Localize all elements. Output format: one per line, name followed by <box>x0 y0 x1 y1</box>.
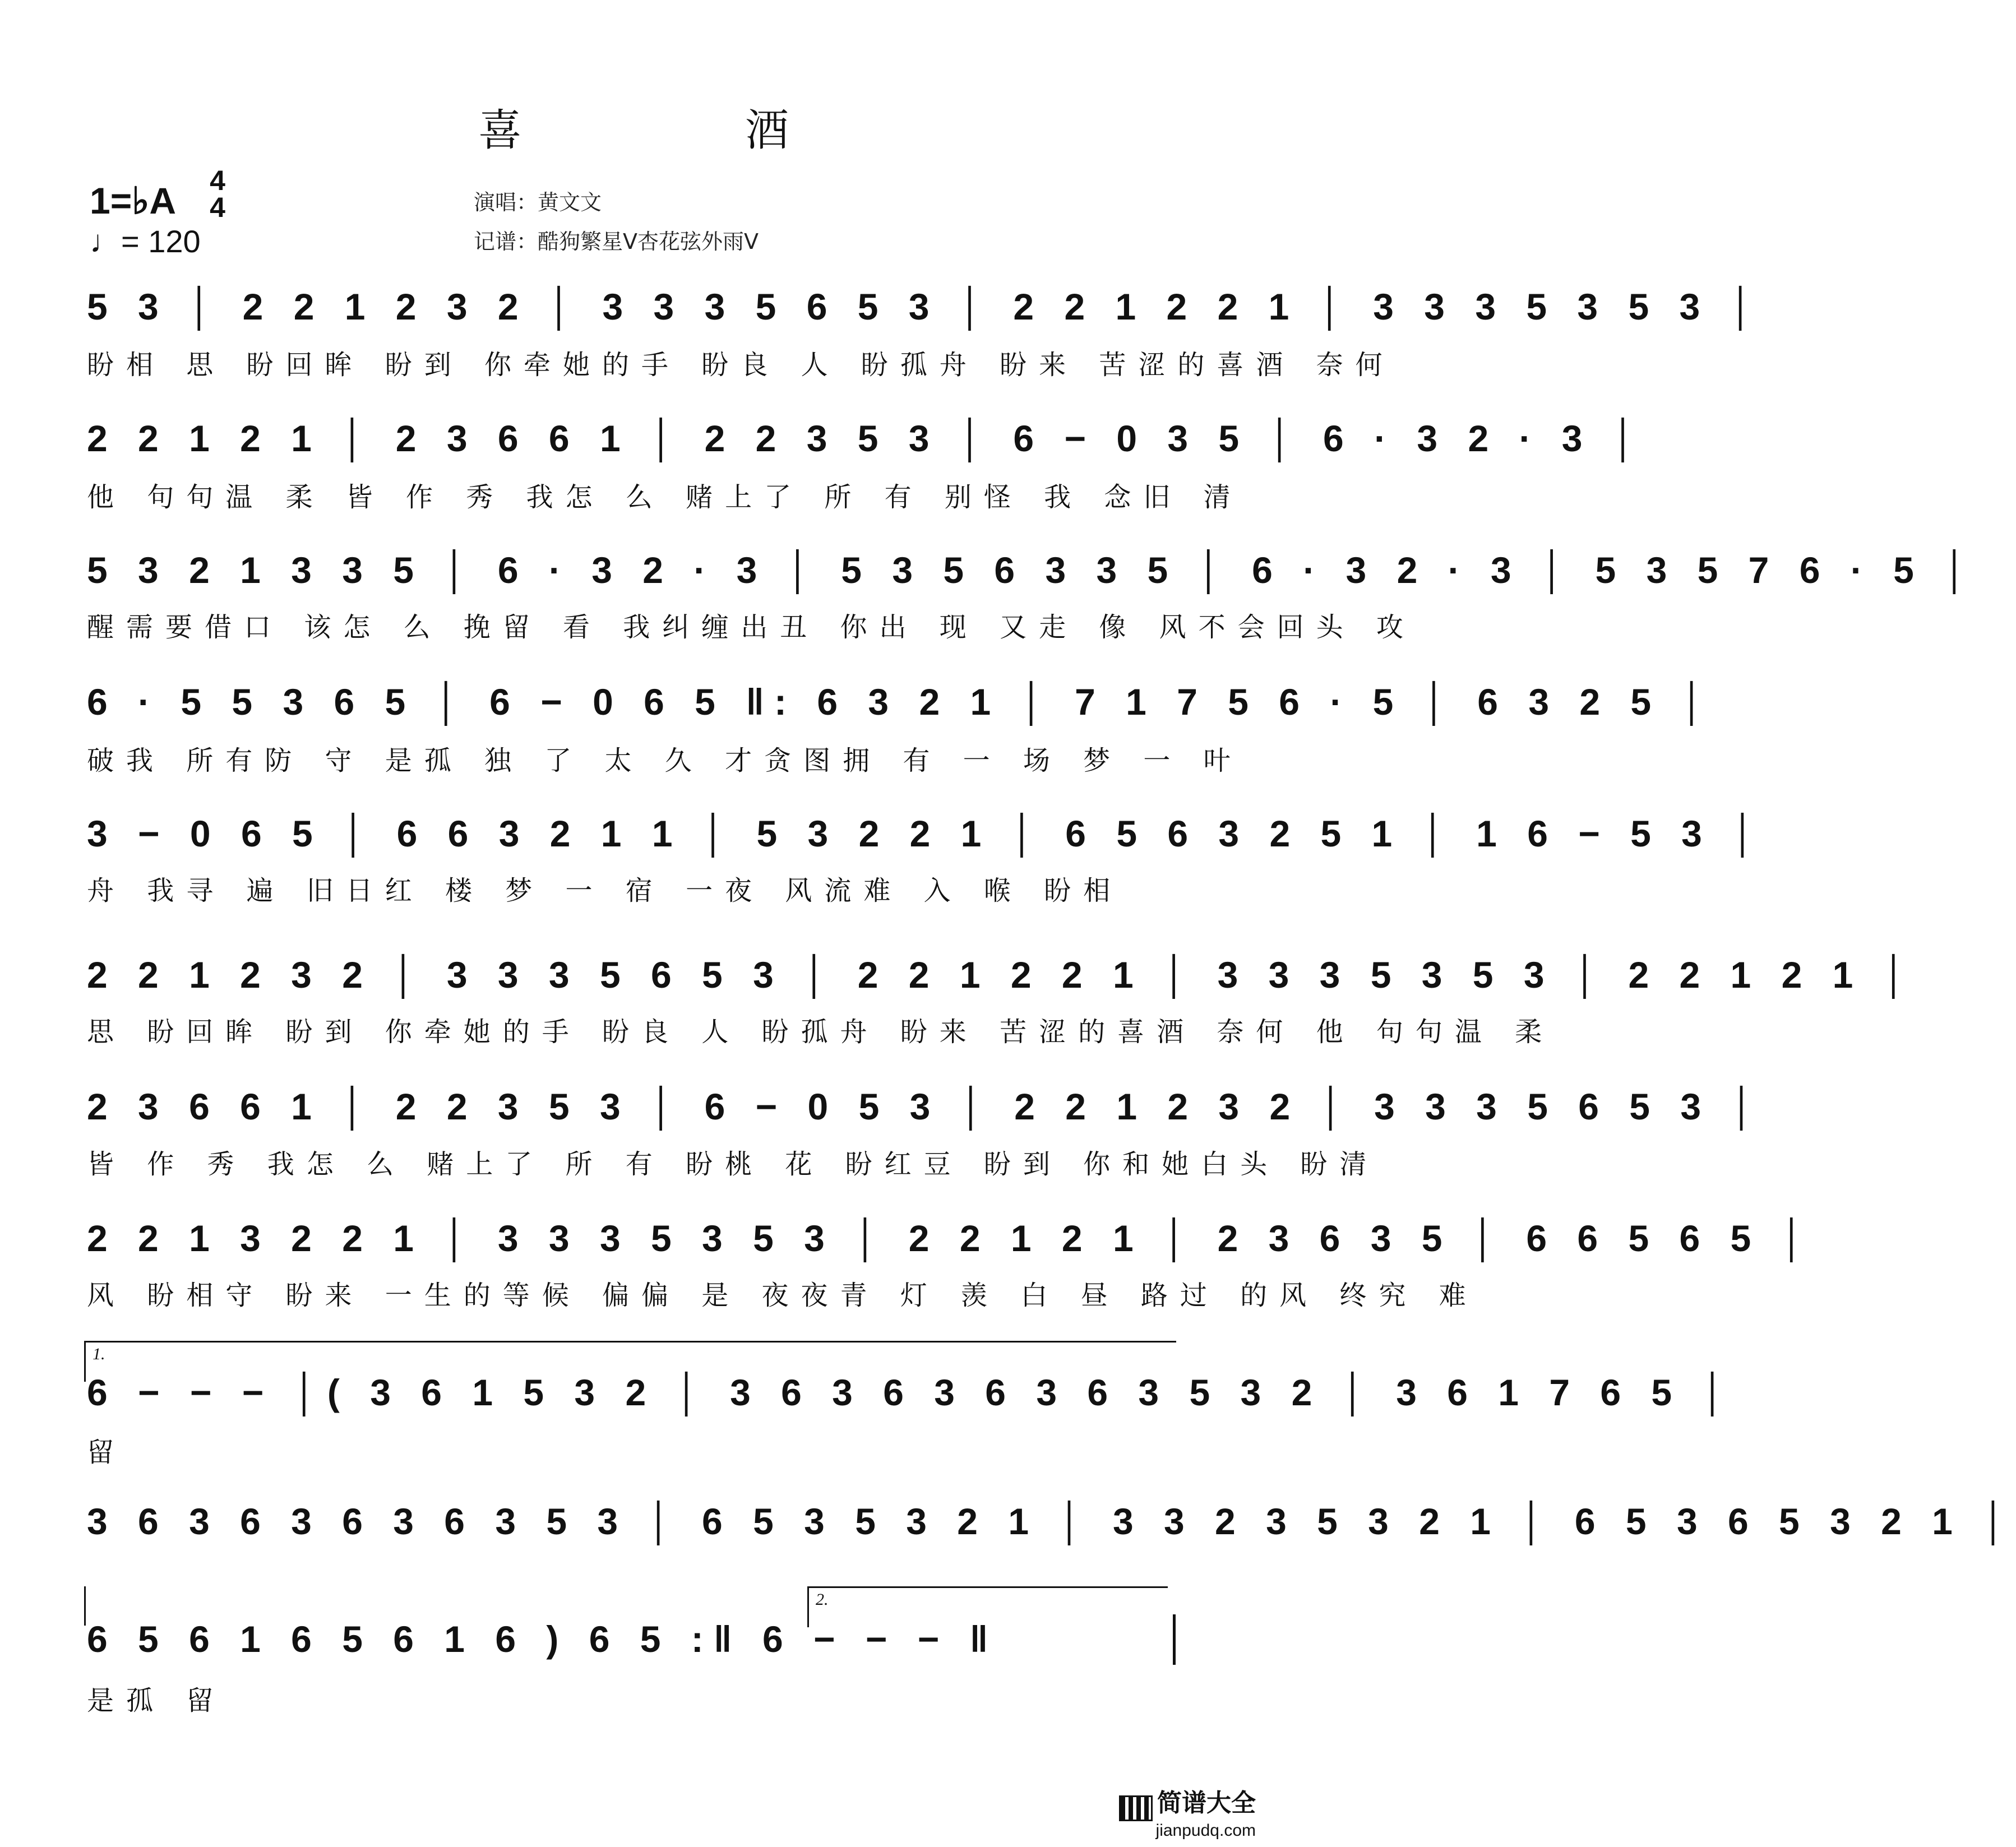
final-barline <box>1173 1614 1176 1665</box>
staff-11-notes: 6 5 6 1 6 5 6 1 6 ) 6 5 :‖ 6 − − − ‖ <box>87 1618 998 1660</box>
time-signature <box>203 167 232 221</box>
staff-3-lyrics: 醒需要借口 该怎 么 挽留 看 我纠缠出丑 你出 现 又走 像 风不会回头 攻 <box>87 612 1416 643</box>
staff-5-lyrics: 舟 我寻 遍 旧日红 楼 梦 一 宿 一夜 风流难 入 喉 盼相 <box>87 875 1123 906</box>
staff-8-lyrics: 风 盼相守 盼来 一生的等候 偏偏 是 夜夜青 灯 羡 白 昼 路过 的风 终究 难 <box>87 1280 1478 1311</box>
staff-11-lyrics: 是孤 留 <box>87 1685 226 1716</box>
site-logo <box>1119 1783 1256 1841</box>
staff-6-notes: 2 2 1 2 3 2 │ 3 3 3 5 6 5 3 │ 2 2 1 2 2 1 │ 3 3 3 5 3 5 3 │ 2 2 1 2 1 │ <box>87 954 1917 996</box>
staff-10-notes: 3 6 3 6 3 6 3 6 3 5 3 │ 6 5 3 5 3 2 1 │ 3 3 2 3 5 3 2 1 │ 6 5 3 6 5 3 2 1 │ <box>87 1501 2016 1542</box>
singer-credit: 演唱：黄文文 <box>474 190 602 215</box>
staff-9-notes: 6 − − − │( 3 6 1 5 3 2 │ 3 6 3 6 3 6 3 6 3 5 3 2 │ 3 6 1 7 6 5 │ <box>87 1372 1736 1413</box>
song-title: 喜 酒 <box>478 105 878 156</box>
staff-2-lyrics: 他 句句温 柔 皆 作 秀 我怎 么 赌上了 所 有 别怪 我 念旧 清 <box>87 482 1243 513</box>
staff-7-lyrics: 皆 作 秀 我怎 么 赌上了 所 有 盼桃 花 盼红豆 盼到 你和她白头 盼清 <box>87 1149 1379 1180</box>
logo-url: jianpudq.com <box>1155 1821 1256 1840</box>
staff-7-notes: 2 3 6 6 1 │ 2 2 3 5 3 │ 6 − 0 5 3 │ 2 2 1 2 3 2 │ 3 3 3 5 6 5 3 │ <box>87 1086 1765 1127</box>
staff-3-notes: 5 3 2 1 3 3 5 │ 6 · 3 2 · 3 │ 5 3 5 6 3 3 5 │ 6 · 3 2 · 3 │ 5 3 5 7 6 · 5 │ <box>87 549 1978 591</box>
staff-5-notes: 3 − 0 6 5 │ 6 6 3 2 1 1 │ 5 3 2 2 1 │ 6 5 6 3 2 5 1 │ 1 6 − 5 3 │ <box>87 813 1766 854</box>
meter-bottom: 4 <box>210 192 225 223</box>
staff-8-notes: 2 2 1 3 2 2 1 │ 3 3 3 5 3 5 3 │ 2 2 1 2 1 │ 2 3 6 3 5 │ 6 6 5 6 5 │ <box>87 1218 1815 1259</box>
staff-4-notes: 6 · 5 5 3 6 5 │ 6 − 0 6 5 ‖: 6 3 2 1 │ 7 1 7 5 6 · 5 │ 6 3 2 5 │ <box>87 681 1715 723</box>
staff-1-notes: 5 3 │ 2 2 1 2 3 2 │ 3 3 3 5 6 5 3 │ 2 2 1 2 2 1 │ 3 3 3 5 3 5 3 │ <box>87 286 1764 327</box>
staff-9-lyrics: 留 <box>87 1437 127 1468</box>
piano-keys-icon <box>1119 1795 1153 1821</box>
meter-top: 4 <box>210 165 225 196</box>
staff-2-notes: 2 2 1 2 1 │ 2 3 6 6 1 │ 2 2 3 5 3 │ 6 − 0 3 5 │ 6 · 3 2 · 3 │ <box>87 418 1647 459</box>
key-signature: 1=♭A <box>90 180 177 221</box>
tempo-marking: ♩= 120 <box>90 224 201 259</box>
staff-4-lyrics: 破我 所有防 守 是孤 独 了 太 久 才贪图拥 有 一 场 梦 一 叶 <box>87 745 1243 776</box>
logo-name: 简谱大全 <box>1157 1788 1256 1817</box>
transcriber-credit: 记谱：酷狗繁星V杏花弦外雨V <box>474 229 759 254</box>
volta-1-label: 1. <box>93 1345 105 1363</box>
staff-6-lyrics: 思 盼回眸 盼到 你牵她的手 盼良 人 盼孤舟 盼来 苦涩的喜酒 奈何 他 句句温 柔 <box>87 1016 1555 1048</box>
staff-1-lyrics: 盼相 思 盼回眸 盼到 你牵她的手 盼良 人 盼孤舟 盼来 苦涩的喜酒 奈何 <box>87 349 1395 381</box>
volta-2-label: 2. <box>816 1590 829 1609</box>
